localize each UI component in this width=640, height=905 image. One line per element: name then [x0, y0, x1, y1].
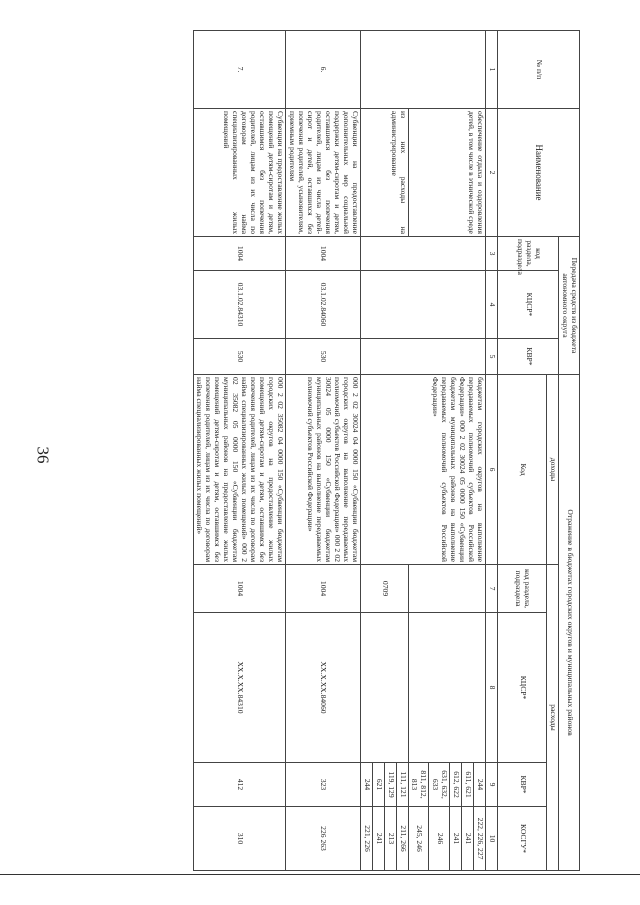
header-num: № п/п	[498, 31, 580, 109]
header-razdel-2: код раздела, подраздела	[498, 565, 547, 613]
cell-kvr-2: 244	[474, 763, 486, 807]
cell-kcsr-2: XX.X.XX.84060	[286, 613, 361, 763]
row-num-empty	[360, 31, 485, 109]
cell-kvr-2: 412	[193, 763, 286, 807]
cell-kvr-1: 530	[193, 339, 286, 375]
cell-kosgu: 222, 226, 227	[474, 807, 486, 871]
col-number: 1	[486, 31, 498, 109]
row-name: Субвенции на предоставление жилых помещений детям-сиротам и детям, оставшимся без попечения родителей, лицам из их числа по договорам найма специализированных жилых помещений	[193, 109, 286, 237]
row-num: 7.	[193, 31, 286, 109]
header-transfer: Передача средств из бюджета автономного округа	[559, 237, 580, 375]
col-number: 10	[486, 807, 498, 871]
col-number: 8	[486, 613, 498, 763]
row-name: Субвенции на предоставление дополнительных мер социальной поддержки детям-сиротам и детям, оставшимся без попечения родителей, лицам из числа детей-сирот и детей, оставшихся без попечения родителей, усыновителям, приемным родителям	[286, 109, 361, 237]
cell-code: 000 2 02 30024 04 0000 150 «Субвенции бюджетам городских округов на выполнение передаваемых полномочий субъектов Российской Федерации» 000 2 02 30024 05 0000 150 «Субвенции бюджетам муниципальных районов на выполнение передаваемых полномочий субъектов Российской Федерации»	[286, 375, 361, 565]
cell-kvr-2: 323	[286, 763, 361, 807]
cell-kvr-2: 621	[372, 763, 384, 807]
cell-kosgu: 211, 266	[396, 807, 408, 871]
header-kvr-2: КВР*	[498, 763, 547, 807]
header-income: доходы	[547, 375, 559, 565]
col-number: 4	[486, 271, 498, 339]
cell-kcsr-1: 03.1.02.84060	[286, 271, 361, 339]
budget-table	[193, 30, 580, 871]
page-bottom-rule	[0, 874, 640, 875]
cell-kvr-2: 612, 622	[450, 763, 462, 807]
cell-kcsr-2	[360, 613, 408, 763]
row-name: обеспечение отдыха и оздоровления детей, в том числе в этнической среде	[408, 109, 486, 237]
cell-kcsr-1: 03.1.02.84310	[193, 271, 286, 339]
cell-kosgu: 245, 246	[408, 807, 429, 871]
col-number: 9	[486, 763, 498, 807]
cell-razdel-1	[360, 237, 485, 271]
cell-kvr-2: 631, 632, 633	[429, 763, 450, 807]
cell-kcsr-2	[408, 613, 486, 763]
header-razdel-1: код раздела, подраздела	[498, 237, 559, 271]
cell-kosgu: 310	[193, 807, 286, 871]
header-reflection: Отражение в бюджетах городских округов и муниципальных районов	[559, 375, 580, 871]
row-name-admin: из них расходы на администрирование	[360, 109, 408, 237]
col-number: 5	[486, 339, 498, 375]
col-number: 7	[486, 565, 498, 613]
cell-razdel-1: 1004	[193, 237, 286, 271]
cell-kvr-2: 611, 621	[462, 763, 474, 807]
col-number: 2	[486, 109, 498, 237]
cell-kosgu: 241	[462, 807, 474, 871]
header-kosgu: КОСГУ*	[498, 807, 547, 871]
page-number: 36	[33, 446, 53, 464]
cell-razdel-1: 1004	[286, 237, 361, 271]
cell-razdel-2: 1004	[286, 565, 361, 613]
cell-razdel-2	[408, 565, 486, 613]
rotated-table-page	[160, 30, 580, 870]
col-number: 3	[486, 237, 498, 271]
header-name: Наименование	[498, 109, 580, 237]
cell-kvr-2: 119, 129	[384, 763, 396, 807]
cell-kosgu: 226 263	[286, 807, 361, 871]
col-number: 6	[486, 375, 498, 565]
cell-kcsr-2: XX.X.XX.84310	[193, 613, 286, 763]
cell-code: 000 2 02 35082 04 0000 150 «Субвенции бюджетам городских округов на предоставление жилых помещений детям-сиротам и детям, оставшимся без попечения родителей, лицам из их числа по договорам найма специализированных жилых помещений» 000 2 02 35082 05 0000 150 «Субвенции бюджетам муниципальных районов на предоставление жилых помещений детям-сиротам и детям, оставшимся без попечения родителей, лицам из их числа по договорам найма специализированных жилых помещений»	[193, 375, 286, 565]
header-code: Код	[498, 375, 547, 565]
header-kvr-1: КВР*	[498, 339, 559, 375]
row-num: 6.	[286, 31, 361, 109]
cell-kvr-2: 244	[360, 763, 372, 807]
cell-kosgu: 246	[429, 807, 450, 871]
header-kcsr-1: КЦСР*	[498, 271, 559, 339]
cell-kvr-1	[360, 339, 485, 375]
header-kcsr-2: КЦСР*	[498, 613, 547, 763]
header-expense: расходы	[547, 565, 559, 871]
cell-kosgu: 241	[450, 807, 462, 871]
cell-kosgu: 213	[384, 807, 396, 871]
cell-kvr-1: 530	[286, 339, 361, 375]
cell-razdel-2: 1004	[193, 565, 286, 613]
cell-kcsr-1	[360, 271, 485, 339]
cell-kosgu: 221, 226	[360, 807, 372, 871]
cell-kvr-2: 811, 812, 813	[408, 763, 429, 807]
cell-razdel-2: 0709	[360, 565, 408, 613]
cell-code: бюджетам городских округов на выполнение передаваемых полномочий субъектов Российской Федерации» 000 2 02 30024 05 0000 150 «Субвенции бюджетам муниципальных районов на выполнение передаваемых полномочий субъектов Российской Федерации»	[360, 375, 485, 565]
cell-kosgu: 241	[372, 807, 384, 871]
cell-kvr-2: 111, 121	[396, 763, 408, 807]
